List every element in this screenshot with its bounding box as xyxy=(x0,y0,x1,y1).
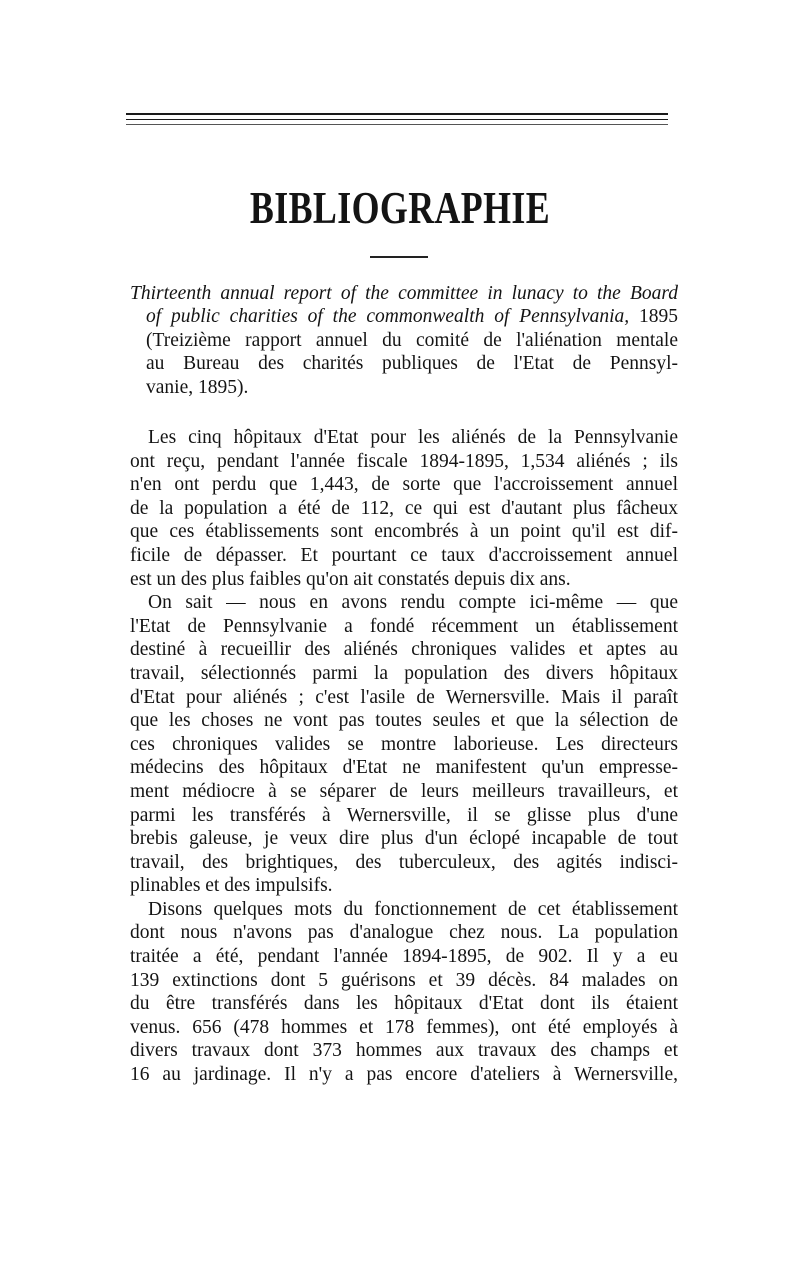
article-body xyxy=(130,426,678,1087)
reference-line: Thirteenth annual report of the committee in lunacy to the Board xyxy=(130,283,678,304)
body-line: plinables et des impulsifs. xyxy=(130,875,333,897)
body-line: traitée a été, pendant l'année 1894-1895, de 902. Il y a eu xyxy=(130,946,678,968)
body-line: destiné à recueillir des aliénés chroniques valides et aptes au xyxy=(130,639,678,661)
body-line: Les cinq hôpitaux d'Etat pour les aliénés de la Pennsylvanie xyxy=(148,427,678,448)
body-line: brebis galeuse, je veux dire plus d'un éclopé incapable de tout xyxy=(130,828,678,850)
body-line: dont nous n'avons pas d'analogue chez nous. La population xyxy=(130,922,678,944)
body-line: On sait — nous en avons rendu compte ici-même — que xyxy=(148,592,678,614)
body-line: l'Etat de Pennsylvanie a fondé récemment un établissement xyxy=(130,615,678,637)
body-line: ment médiocre à se séparer de leurs meilleurs travailleurs, et xyxy=(130,780,678,802)
body-line: parmi les transférés à Wernersville, il se glisse plus d'une xyxy=(130,804,678,826)
body-line: médecins des hôpitaux d'Etat ne manifestent qu'un empresse- xyxy=(130,757,678,779)
body-line: que les choses ne vont pas toutes seules et que la sélection de xyxy=(130,710,678,732)
body-line: travail, sélectionnés parmi la population des divers hôpitaux xyxy=(130,662,678,684)
body-line: venus. 656 (478 hommes et 178 femmes), ont été employés à xyxy=(130,1016,678,1038)
body-line: Disons quelques mots du fonctionnement de cet établissement xyxy=(148,898,678,920)
top-double-rule xyxy=(126,113,668,120)
body-line: que ces établissements sont encombrés à un point qu'il est dif- xyxy=(130,521,678,543)
body-line: de la population a été de 112, ce qui est d'autant plus fâcheux xyxy=(130,497,678,519)
body-line: ficile de dépasser. Et pourtant ce taux d'accroissement annuel xyxy=(130,544,678,566)
reference-line: au Bureau des charités publiques de l'Etat de Pennsyl- xyxy=(146,353,678,375)
body-line: est un des plus faibles qu'on ait constatés depuis dix ans. xyxy=(130,568,571,590)
body-line: ont reçu, pendant l'année fiscale 1894-1895, 1,534 aliénés ; ils xyxy=(130,450,678,472)
reference-line-italic: of public charities of the commonwealth of Pennsylvania, xyxy=(146,306,630,328)
body-line: 139 extinctions dont 5 guérisons et 39 décès. 84 malades on xyxy=(130,969,678,991)
body-line: divers travaux dont 373 hommes aux travaux des champs et xyxy=(130,1040,678,1062)
reference-line xyxy=(130,305,678,328)
body-line: 16 au jardinage. Il n'y a pas encore d'ateliers à Wernersville, xyxy=(130,1064,678,1086)
bibliographic-reference xyxy=(130,282,678,399)
reference-line-roman: 1895 xyxy=(629,306,678,328)
reference-line: (Treizième rapport annuel du comité de l'aliénation mentale xyxy=(146,329,678,351)
title-underline xyxy=(370,256,428,258)
body-line: ces chroniques valides se montre laborieuse. Les directeurs xyxy=(130,733,678,755)
page-title: BIBLIOGRAPHIE xyxy=(249,182,551,233)
top-thin-rule xyxy=(126,124,668,125)
body-line: d'Etat pour aliénés ; c'est l'asile de Wernersville. Mais il paraît xyxy=(130,686,678,708)
body-line: travail, des brightiques, des tuberculeux, des agités indisci- xyxy=(130,851,678,873)
body-line: n'en ont perdu que 1,443, de sorte que l'accroissement annuel xyxy=(130,474,678,496)
body-line: du être transférés dans les hôpitaux d'Etat dont ils étaient xyxy=(130,993,678,1015)
reference-line: vanie, 1895). xyxy=(146,376,249,398)
